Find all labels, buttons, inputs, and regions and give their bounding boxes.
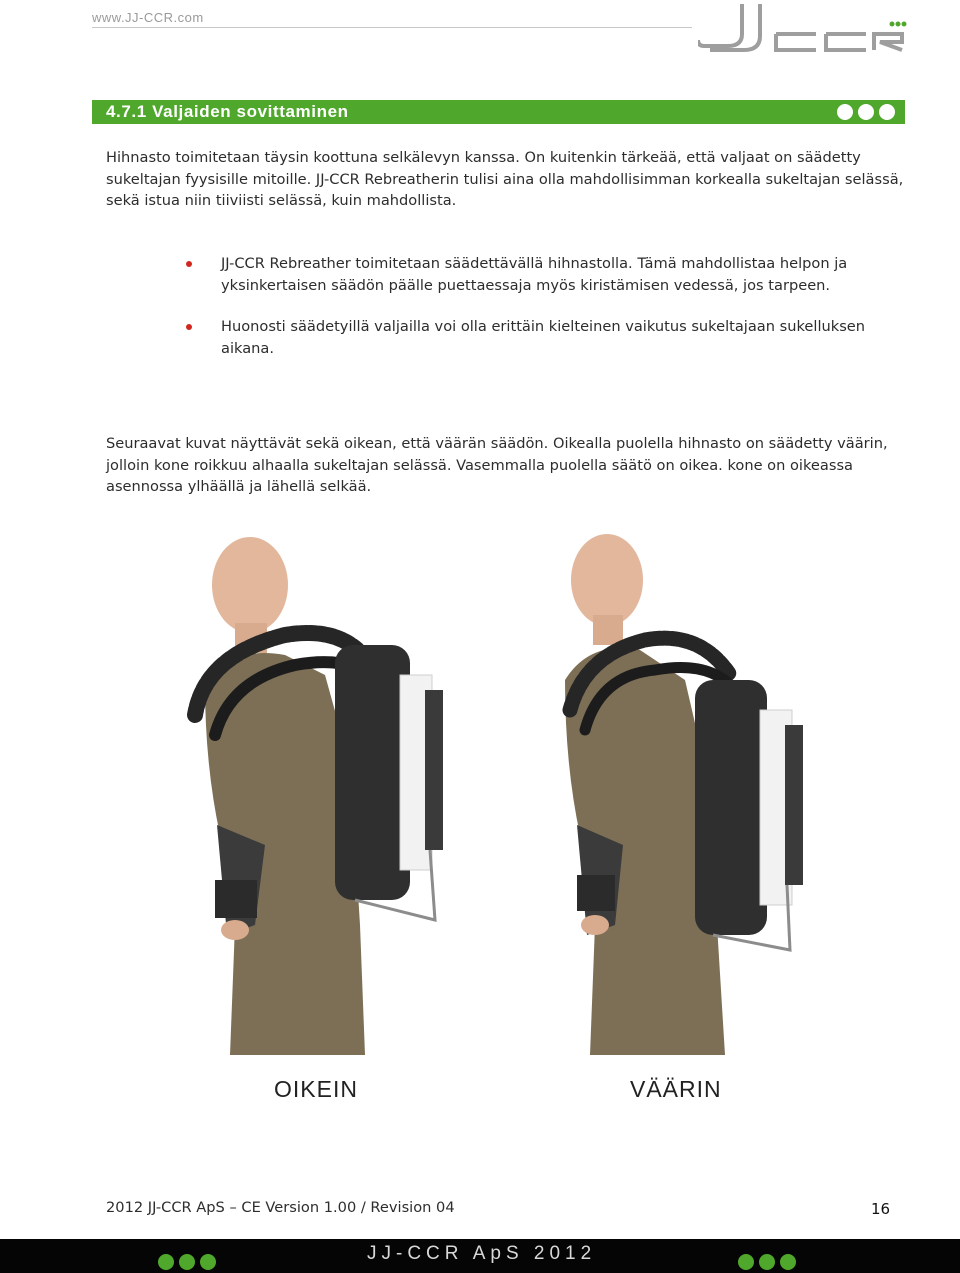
dot-icon <box>780 1254 796 1270</box>
dot-icon <box>179 1254 195 1270</box>
footer-version: 2012 JJ-CCR ApS – CE Version 1.00 / Revision 04 <box>106 1199 455 1216</box>
intro-paragraph: Hihnasto toimitetaan täysin koottuna selkälevyn kanssa. On kuitenkin tärkeää, että valjaat on säädetty sukeltajan fyysisille mitoille. JJ-CCR Rebreatherin tulisi aina olla mahdollisimman korkealla sukeltajan selässä, sekä istua niin tiiviisti selässä, kuin mahdollista. <box>106 149 904 209</box>
jj-ccr-logo-icon <box>698 0 908 60</box>
list-item <box>186 253 906 296</box>
header-url[interactable]: www.JJ-CCR.com <box>92 10 204 25</box>
list-item <box>186 316 906 359</box>
dot-icon <box>879 104 895 120</box>
list-item-text: JJ-CCR Rebreather toimitetaan säädettävällä hihnastolla. Tämä mahdollistaa helpon ja yksinkertaisen säädön päälle puettaessaja myös kiristämisen vedessä, jos tarpeen. <box>221 255 848 294</box>
diver-photo-correct <box>135 505 480 1055</box>
bullet-list <box>186 253 906 379</box>
dot-icon <box>200 1254 216 1270</box>
section-title-bar <box>92 100 905 124</box>
dot-icon <box>158 1254 174 1270</box>
dot-icon <box>858 104 874 120</box>
decorative-dots-icon <box>837 104 895 120</box>
dot-icon <box>738 1254 754 1270</box>
footer-title: JJ-CCR ApS 2012 <box>367 1243 597 1264</box>
header-divider <box>92 27 692 28</box>
section-title: 4.7.1 Valjaiden sovittaminen <box>106 102 349 121</box>
bullet-icon <box>186 324 192 330</box>
page-number: 16 <box>871 1200 891 1218</box>
caption-incorrect: VÄÄRIN <box>630 1076 722 1102</box>
dot-icon <box>759 1254 775 1270</box>
decorative-dots-icon <box>738 1254 796 1270</box>
bullet-icon <box>186 261 192 267</box>
caption-correct: OIKEIN <box>274 1076 358 1102</box>
diver-photo-incorrect <box>535 505 835 1055</box>
dot-icon <box>837 104 853 120</box>
list-item-text: Huonosti säädetyillä valjailla voi olla erittäin kielteinen vaikutus sukeltajaan sukelluksen aikana. <box>221 318 866 357</box>
description-paragraph: Seuraavat kuvat näyttävät sekä oikean, että väärän säädön. Oikealla puolella hihnasto on säädetty väärin, jolloin kone roikkuu alhaalla sukeltajan selässä. Vasemmalla puolella säätö on oikea. kone on oikeassa asennossa ylhäällä ja lähellä selkää. <box>106 435 888 495</box>
decorative-dots-icon <box>158 1254 216 1270</box>
